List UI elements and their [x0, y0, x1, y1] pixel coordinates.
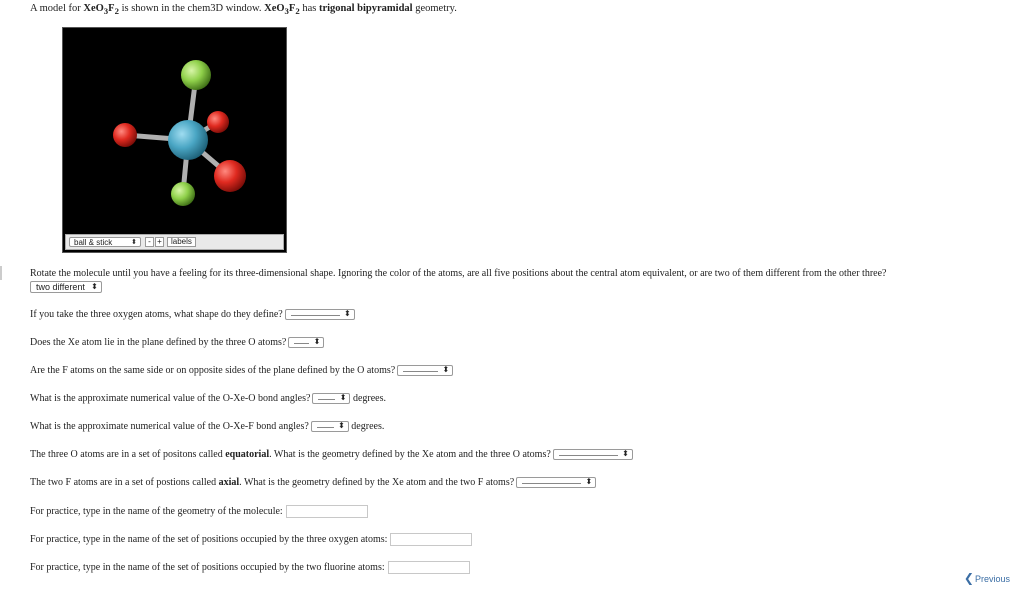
- question-8: The two F atoms are in a set of postions called axial. What is the geometry defined by the Xe atom and the two F atoms? ⬍: [30, 477, 596, 488]
- q9-text-input[interactable]: [286, 505, 368, 518]
- oxygen-atom-back: [207, 111, 229, 133]
- zoom-out-button[interactable]: -: [145, 237, 154, 247]
- question-1-answer: [30, 281, 102, 293]
- question-6: What is the approximate numerical value of the O-Xe-F bond angles? ⬍ degrees.: [30, 421, 385, 432]
- q2-select[interactable]: [285, 309, 355, 320]
- question-1: Rotate the molecule until you have a feeling for its three-dimensional shape. Ignoring the color of the atoms, are all five positions about the central atom equivalent, or are two of them different from the other three?: [30, 268, 887, 279]
- viewer-toolbar: [65, 234, 284, 250]
- question-9: For practice, type in the name of the geometry of the molecule:: [30, 505, 368, 518]
- xenon-atom: [168, 120, 208, 160]
- question-5: What is the approximate numerical value of the O-Xe-O bond angles? ⬍ degrees.: [30, 393, 387, 404]
- q10-text-input[interactable]: [390, 533, 472, 546]
- oxygen-atom-front: [214, 160, 246, 192]
- formula-2: $XeO_3F_2$: [264, 3, 300, 17]
- question-11: For practice, type in the name of the set of positions occupied by the two fluorine atoms:: [30, 561, 470, 574]
- question-7: The three O atoms are in a set of positons called equatorial. What is the geometry defined by the Xe atom and the three O atoms? ⬍: [30, 449, 633, 460]
- axial-term: axial: [218, 477, 240, 488]
- previous-link[interactable]: ❮Previous: [963, 571, 1010, 585]
- chem3d-viewer[interactable]: [62, 27, 287, 253]
- question-10: For practice, type in the name of the set of positions occupied by the three oxygen atoms:: [30, 533, 472, 546]
- equatorial-term: equatorial: [225, 449, 270, 460]
- intro-prefix: A model for: [30, 3, 84, 14]
- select-arrows-icon: ⬍: [313, 337, 321, 347]
- left-edge-marker: [0, 266, 2, 280]
- q5-select[interactable]: [312, 393, 350, 404]
- q11-text-input[interactable]: [388, 561, 470, 574]
- intro-mid: is shown in the chem3D window.: [118, 3, 265, 14]
- q6-select[interactable]: [311, 421, 349, 432]
- select-arrows-icon: ⬍: [585, 477, 593, 487]
- question-2: If you take the three oxygen atoms, what shape do they define? ⬍: [30, 309, 355, 320]
- labels-button[interactable]: labels: [167, 237, 196, 247]
- select-arrows-icon: ⬍: [622, 449, 629, 459]
- select-arrows-icon: ⬍: [91, 282, 98, 291]
- select-arrows-icon: ⬍: [339, 393, 347, 403]
- select-arrows-icon: ⬍: [442, 365, 450, 375]
- q4-select[interactable]: [397, 365, 453, 376]
- select-arrows-icon: ⬍: [344, 309, 351, 319]
- fluorine-atom-top: [181, 60, 211, 90]
- geometry-name: trigonal bipyramidal: [318, 3, 413, 14]
- q8-select[interactable]: [516, 477, 596, 488]
- formula-1: $XeO_3F_2$: [83, 3, 119, 17]
- oxygen-atom-left: [113, 123, 137, 147]
- question-3: Does the Xe atom lie in the plane defined by the three O atoms? ⬍: [30, 337, 324, 348]
- select-arrows-icon: ⬍: [131, 239, 137, 246]
- chevron-left-icon: ❮: [963, 571, 974, 585]
- q1-select[interactable]: two different ⬍: [30, 281, 102, 293]
- zoom-in-button[interactable]: +: [155, 237, 164, 247]
- fluorine-atom-bottom: [171, 182, 195, 206]
- q3-select[interactable]: [288, 337, 324, 348]
- question-4: Are the F atoms on the same side or on opposite sides of the plane defined by the O atoms? ⬍: [30, 365, 453, 376]
- molecule-model[interactable]: [63, 28, 286, 234]
- intro-text: A model for $XeO_3F_2$ is shown in the chem3D window. $XeO_3F_2$ has trigonal bipyramidal geometry.: [30, 3, 457, 17]
- q7-select[interactable]: [553, 449, 633, 460]
- select-arrows-icon: ⬍: [338, 421, 345, 431]
- display-mode-select[interactable]: ball & stick ⬍: [69, 237, 141, 247]
